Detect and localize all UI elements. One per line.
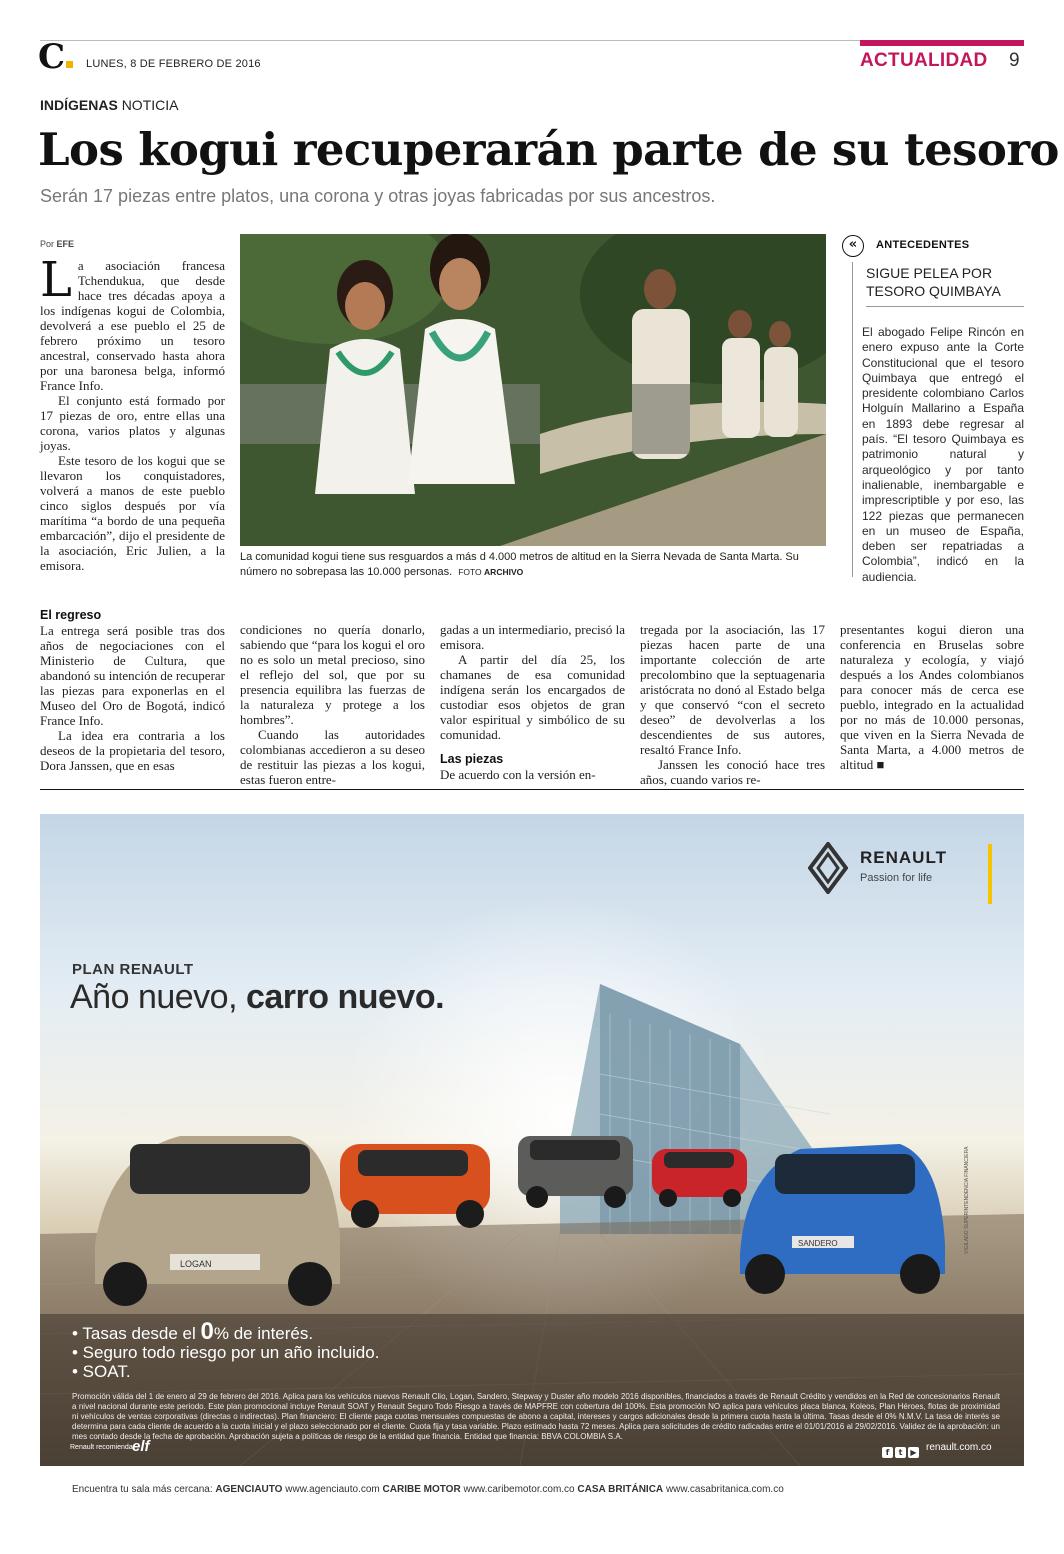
logan-plate: LOGAN [180,1259,212,1269]
paragraph: El conjunto está formado por 17 piezas de oro, entre ellas una corona, varios platos y algunas joyas. [40,393,225,453]
renault-brand-block[interactable] [808,836,998,900]
article-column-5 [840,622,1024,772]
sidebar-rule [852,262,853,577]
ad-vertical-legal: VIGILADO SUPERINTENDENCIA FINANCIERA [964,1146,970,1254]
elf-logo: elf [132,1438,150,1455]
paragraph: Cuando las autoridades colombianas accedieron a su deseo de restituir las piezas a los kogui, estas fueron entre- [240,727,425,787]
article-column-4 [640,622,825,787]
benefit-rate: • Tasas desde el 0% de interés. [72,1318,314,1345]
benefit-insurance: • Seguro todo riesgo por un año incluido. [72,1343,380,1362]
chevrons-left-icon: « [842,235,864,257]
article-column-3 [440,622,625,782]
section-accent-bar [860,40,1024,46]
article-column-2 [240,622,425,787]
benefit-soat: • SOAT. [72,1362,131,1381]
renault-advertisement[interactable] [40,814,1024,1466]
article-column-1-lower [40,607,225,773]
paragraph: Este tesoro de los kogui que se llevaron los conquistadores, volverá a manos de este pueblo cinco siglos después por vía marítima “a bordo de una pequeña embarcación”, dijo el presidente de la asociación, Eric Julien, a la emisora. [40,453,225,573]
paragraph: De acuerdo con la versión en- [440,767,596,782]
facebook-icon[interactable]: f [882,1447,893,1458]
dealer-agenciauto: AGENCIAUTO [215,1484,283,1495]
sandero-plate: SANDERO [798,1239,838,1248]
headline: Los kogui recuperarán parte de su tesoro [38,123,1059,176]
kicker-type: NOTICIA [121,97,179,113]
paragraph: presentantes kogui dieron una conferencia en Bruselas sobre naturaleza y ecología, y viajó después a los Andes colombianos para conocer más de cerca ese pueblo, integrado en la actualidad por no más de 10.000 personas, que viven en la Sierra Nevada de Santa Marta, a 4.000 metros de altitud ■ [840,622,1024,772]
article-bottom-rule [40,789,1024,790]
ad-plan-title: PLAN RENAULT [72,961,194,978]
dealer-caribe-motor: CARIBE MOTOR [382,1484,461,1495]
photo-credit: FOTO ARCHIVO [458,567,524,577]
paragraph: La entrega será posible tras dos años de negociaciones con el Ministerio de Cultura, que abandonó su intención de recuperar las piezas para exponerlas en el Museo del Oro de Bogotá, indicó France Info. [40,623,225,728]
deck: Serán 17 piezas entre platos, una corona y otras joyas fabricadas por sus ancestros. [40,186,716,206]
end-mark-icon: ■ [876,757,885,772]
ad-benefits-list [72,1318,380,1381]
dealer-casa-britanica-url[interactable]: www.casabritanica.com.co [665,1484,784,1495]
issue-date: LUNES, 8 DE FEBRERO DE 2016 [86,58,261,70]
article-column-1 [40,252,225,573]
paragraph: A partir del día 25, los chamanes de esa comunidad indígena serán los encargados de custodiar esos objetos de gran valor espiritual y simbólico de su comunidad. [440,652,625,742]
kicker-topic: INDÍGENAS [40,97,118,113]
ad-recommends: Renault recomienda [70,1444,133,1451]
paragraph: Janssen les conoció hace tres años, cuando varios re- [640,757,825,787]
renault-diamond-icon [808,842,848,894]
subhead-el-regreso: El regreso [40,608,102,622]
renault-tagline: Passion for life [860,872,933,884]
byline: Por EFE [40,239,75,249]
brand-yellow-bar [988,844,992,904]
page-number: 9 [1009,50,1020,71]
paragraph: gadas a un intermediario, precisó la emisora. [440,622,625,652]
byline-author: EFE [56,239,75,249]
newspaper-logo: C [38,40,73,74]
dropcap: L [40,252,72,308]
twitter-icon[interactable]: t [895,1447,906,1458]
paragraph: tregada por la asociación, las 17 piezas hacen parte de una importante colección de arte precolombino que la septuagenaria aristócrata no donó al Estado belga y que conservó “con el secreto deseo” de devolverlas a los descendientes de sus autores, resaltó France Info. [640,622,825,757]
kogui-community-photo [240,234,826,546]
youtube-icon[interactable]: ▶ [908,1447,919,1458]
ad-slogan: Año nuevo, carro nuevo. [70,978,445,1016]
logo-dot-icon [66,61,73,68]
dealer-casa-britanica: CASA BRITÁNICA [577,1484,664,1495]
paragraph: a asociación francesa Tchendukua, que desde hace tres décadas apoya a los indígenas kogui de Colombia, devolverá a ese pueblo el 25 de febrero próximo un tesoro ancestral, conservado hasta ahora por una baronesa belga, informó France Info. [40,258,225,393]
article-photo [240,234,826,546]
sidebar-label: ANTECEDENTES [876,239,970,251]
social-icons [882,1442,921,1460]
renault-brand-name: RENAULT [860,848,947,867]
kicker [40,97,178,113]
dealer-caribe-motor-url[interactable]: www.caribemotor.com.co [463,1484,575,1495]
sidebar-text: El abogado Felipe Rincón en enero expuso ante la Corte Constitucional que el tesoro Quimbaya que entregó el presidente colombiano Carlos Holguín Mallarino a España en 1893 debe regresar al país. “El tesoro Quimbaya es patrimonio natural y arqueológico y por tanto inalienable, inembargable e imprescriptible y por eso, las 122 piezas que permanecen en un museo de España, deben ser repatriadas a Colombia”, indicó en la audiencia. [862,325,1024,584]
ad-legal-text: Promoción válida del 1 de enero al 29 de febrero del 2016. Aplica para los vehículos nuevos Renault Clio, Logan, Sandero, Stepway y Duster año modelo 2016 disponibles, financiados a través de Renault Crédito y vendidos en la Red de concesionarios Renault a nivel nacional durante este periodo. Este plan promocional incluye Renault SOAT y Renault Seguro Todo Riesgo a través de MAPFRE con cobertura del 100%. Esta promoción NO aplica para vehículos placa blanca, Koleos, Plan Héroes, flotas de proximidad ni vehículos de ventas corporativas (directas o indirectas). Plan financiero: El cliente paga cuotas mensuales compuestas de abono a capital, intereses y cargos adicionales desde la primera cuota hasta la última. Tasas desde el 0% N.M.V. La tasa de interés se determina para cada cliente de acuerdo a la cuota inicial y el plazo seleccionado por el cliente. Cuota fija y tasa variable. Plazo estimado hasta 72 meses. Aplica para solicitudes de crédito radicadas entre el 01/01/2016 al 29/02/2016. Validez de la aprobación: un mes contado desde la fecha de aprobación. Aprobación sujeta a políticas de riesgo de la entidad que financia. Entidad que financia: BBVA COLOMBIA S.A. [72,1392,1000,1441]
photo-caption: La comunidad kogui tiene sus resguardos a más d 4.000 metros de altitud en la Sierra Nevada de Santa Marta. Su número no sobrepasa las 10.000 personas. FOTO ARCHIVO [240,551,799,578]
dealer-agenciauto-url[interactable]: www.agenciauto.com [285,1484,380,1495]
paragraph: condiciones no quería donarlo, sabiendo que “para los kogui el oro no es solo un metal precioso, sino el reflejo del sol, que por su presencia equilibra las fuerzas de la naturaleza y protege a los hombres”. [240,622,425,727]
renault-url[interactable]: renault.com.co [926,1442,992,1453]
sidebar-title: SIGUE PELEA POR TESORO QUIMBAYA [866,264,1024,307]
car-logan-gold [95,1136,340,1306]
paragraph: La idea era contraria a los deseos de la propietaria del tesoro, Dora Janssen, que en esas [40,728,225,773]
subhead-las-piezas: Las piezas [440,752,504,766]
section-label: ACTUALIDAD [860,50,988,71]
dealers-footer: Encuentra tu sala más cercana: AGENCIAUTO www.agenciauto.com CARIBE MOTOR www.caribemotor.com.co CASA BRITÁNICA www.casabritanica.com.co [72,1484,784,1495]
